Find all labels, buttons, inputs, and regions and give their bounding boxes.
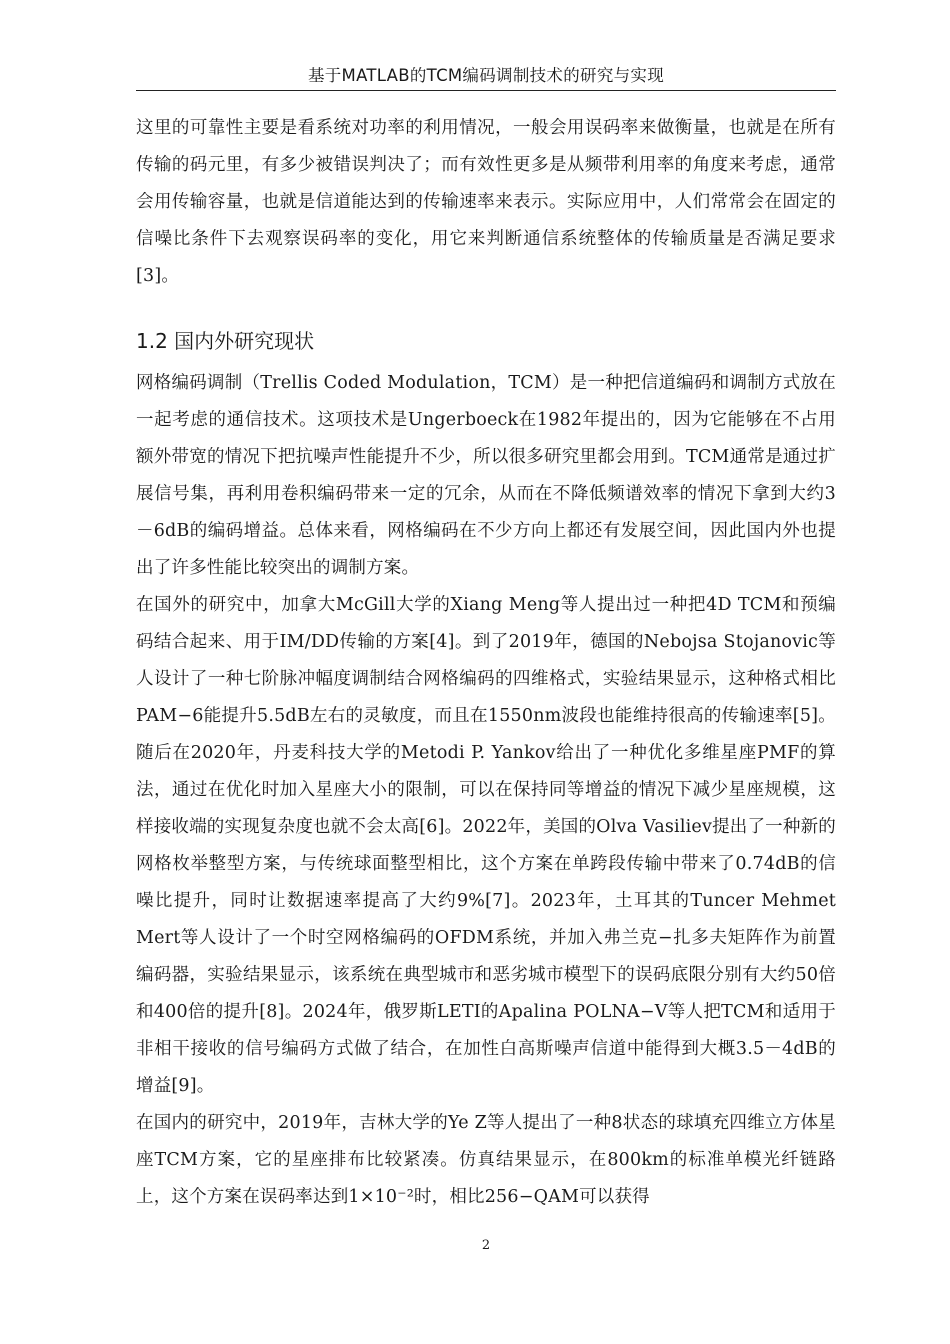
tcm-intro-paragraph: 网格编码调制（Trellis Coded Modulation，TCM）是一种把信道编码和调制方式放在一起考虑的通信技术。这项技术是Ungerboeck在1982年提出的，因为它能够在不占用额外带宽的情况下把抗噪声性能提升不少，所以很多研究里都会用到。TCM通常是通过扩展信号集，再利用卷积编码带来一定的冗余，从而在不降低频谱效率的情况下拿到大约3－6dB的编码增益。总体来看，网格编码在不少方向上都还有发展空间，因此国内外也提出了许多性能比较突出的调制方案。 bbox=[136, 373, 836, 578]
intro-paragraph: 这里的可靠性主要是看系统对功率的利用情况，一般会用误码率来做衡量，也就是在所有传输的码元里，有多少被错误判决了；而有效性更多是从频带利用率的角度来考虑，通常会用传输容量，也就是信道能达到的传输速率来表示。实际应用中，人们常常会在固定的信噪比条件下去观察误码率的变化，用它来判断通信系统整体的传输质量是否满足要求[3]。 bbox=[136, 118, 836, 286]
section-heading: 1.2 国内外研究现状 bbox=[136, 329, 315, 353]
foreign-research-paragraph: 在国外的研究中，加拿大McGill大学的Xiang Meng等人提出过一种把4D TCM和预编码结合起来、用于IM/DD传输的方案[4]。到了2019年，德国的Nebojsa Stojanovic等人设计了一种七阶脉冲幅度调制结合网格编码的四维格式，实验结果显示，这种格式相比PAM−6能提升5.5dB左右的灵敏度，而且在1550nm波段也能维持很高的传输速率[5]。随后在2020年，丹麦科技大学的Metodi P. Yankov给出了一种优化多维星座PMF的算法，通过在优化时加入星座大小的限制，可以在保持同等增益的情况下减少星座规模，这样接收端的实现复杂度也就不会太高[6]。2022年，美国的Olva Vasiliev提出了一种新的网格枚举整型方案，与传统球面整型相比，这个方案在单跨段传输中带来了0.74dB的信噪比提升，同时让数据速率提高了大约9%[7]。2023年，土耳其的Tuncer Mehmet Mert等人设计了一个时空网格编码的OFDM系统，并加入弗兰克−扎多夫矩阵作为前置编码器，实验结果显示，该系统在典型城市和恶劣城市模型下的误码底限分别有大约50倍和400倍的提升[8]。2024年，俄罗斯LETI的Apalina POLNA−V等人把TCM和适用于非相干接收的信号编码方式做了结合，在加性白高斯噪声信道中能得到大概3.5－4dB的增益[9]。 bbox=[136, 595, 836, 1096]
page-body bbox=[136, 110, 836, 1216]
header-rule bbox=[136, 90, 836, 91]
running-header: 基于MATLAB的TCM编码调制技术的研究与实现 bbox=[307, 66, 665, 85]
page-number: 2 bbox=[481, 1238, 491, 1253]
domestic-research-paragraph: 在国内的研究中，2019年，吉林大学的Ye Z等人提出了一种8状态的球填充四维立方体星座TCM方案，它的星座排布比较紧凑。仿真结果显示，在800km的标准单模光纤链路上，这个方案在误码率达到1×10⁻²时，相比256−QAM可以获得 bbox=[136, 1113, 836, 1207]
